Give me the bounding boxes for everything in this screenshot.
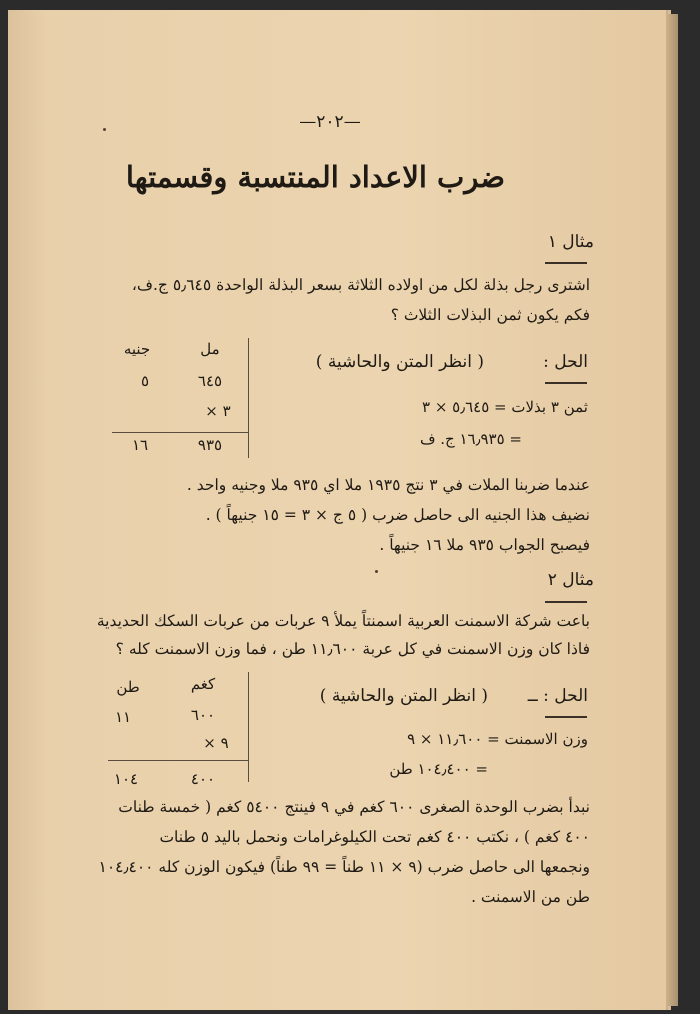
- example-1-explanation-2: نضيف هذا الجنيه الى حاصل ضرب ( ٥ ج × ٣ = ١٥ جنيهاً ) .: [205, 506, 590, 524]
- table-1-multiplier: × ٣: [205, 402, 231, 420]
- page-number: —٢٠٢—: [299, 112, 361, 132]
- example-1-explanation-3: فيصبح الجواب ٩٣٥ ملا ١٦ جنيهاً .: [379, 536, 590, 554]
- table-1-divider: [248, 338, 249, 458]
- example-1-underline: [545, 262, 587, 264]
- solution-2-underline: [545, 716, 587, 718]
- solution-2-step-2: = ١٠٤٫٤٠٠ طن: [389, 760, 488, 778]
- table-1-header-mil: مل: [200, 340, 220, 358]
- example-1-explanation-1: عندما ضربنا الملات في ٣ نتج ١٩٣٥ ملا اي ٩٣٥ ملا وجنيه واحد .: [186, 476, 590, 494]
- table-2-sum-line: [108, 760, 248, 761]
- example-2-underline: [545, 601, 587, 603]
- table-1-result-mil: ٩٣٥: [197, 436, 223, 454]
- table-2-multiplier: × ٩: [203, 734, 229, 752]
- solution-1-label: الحل :: [543, 352, 588, 372]
- table-2-row1-ton: ١١: [114, 708, 132, 726]
- table-1-row1-pound: ٥: [140, 372, 150, 390]
- solution-1-step-2: = ١٦٫٩٣٥ ج. ف: [419, 430, 522, 448]
- example-1-problem-line-2: فكم يكون ثمن البذلات الثلاث ؟: [390, 306, 590, 324]
- example-1-problem-line-1: اشترى رجل بذلة لكل من اولاده الثلاثة بسعر البذلة الواحدة ٥٫٦٤٥ ج.ف،: [131, 276, 590, 294]
- example-2-problem-line-2: فاذا كان وزن الاسمنت في كل عربة ١١٫٦٠٠ طن ، فما وزن الاسمنت كله ؟: [115, 640, 590, 658]
- solution-2-step-1: وزن الاسمنت = ١١٫٦٠٠ × ٩: [407, 730, 588, 748]
- paper-speck: [103, 128, 106, 131]
- page-title: ضرب الاعداد المنتسبة وقسمتها: [125, 160, 505, 194]
- example-2-explanation-4: طن من الاسمنت .: [471, 888, 590, 906]
- example-1-label: مثال ١: [547, 232, 594, 252]
- page-edge: [666, 14, 678, 1006]
- table-2-header-kg: كغم: [190, 675, 216, 693]
- example-2-problem-line-1: باعت شركة الاسمنت العربية اسمنتاً يملأ ٩ عربات من عربات السكك الحديدية: [96, 612, 590, 630]
- solution-2-label: الحل : ــ: [527, 686, 588, 706]
- table-1-row1-mil: ٦٤٥: [197, 372, 223, 390]
- solution-2-note: ( انظر المتن والحاشية ): [319, 686, 488, 706]
- table-2-result-kg: ٤٠٠: [190, 770, 216, 788]
- solution-1-underline: [545, 382, 587, 384]
- example-2-label: مثال ٢: [547, 570, 594, 590]
- table-1-sum-line: [112, 432, 248, 433]
- example-2-explanation-2: ٤٠٠ كغم ) ، نكتب ٤٠٠ كغم تحت الكيلوغرامات ونحمل باليد ٥ طنات: [159, 828, 590, 846]
- table-2-row1-kg: ٦٠٠: [190, 706, 216, 724]
- table-1-result-pound: ١٦: [131, 436, 149, 454]
- solution-1-step-1: ثمن ٣ بذلات = ٥٫٦٤٥ × ٣: [422, 398, 588, 416]
- paper-speck: [375, 570, 378, 573]
- table-2-result-ton: ١٠٤: [113, 770, 139, 788]
- solution-1-note: ( انظر المتن والحاشية ): [315, 352, 484, 372]
- table-2-divider: [248, 672, 249, 782]
- table-1-header-pound: جنيه: [123, 340, 151, 358]
- table-2-header-ton: طن: [116, 678, 140, 696]
- example-2-explanation-3: ونجمعها الى حاصل ضرب (٩ × ١١ طناً = ٩٩ طناً) فيكون الوزن كله ١٠٤٫٤٠٠: [98, 858, 590, 876]
- example-2-explanation-1: نبدأ بضرب الوحدة الصغرى ٦٠٠ كغم في ٩ فينتج ٥٤٠٠ كغم ( خمسة طنات: [118, 798, 590, 816]
